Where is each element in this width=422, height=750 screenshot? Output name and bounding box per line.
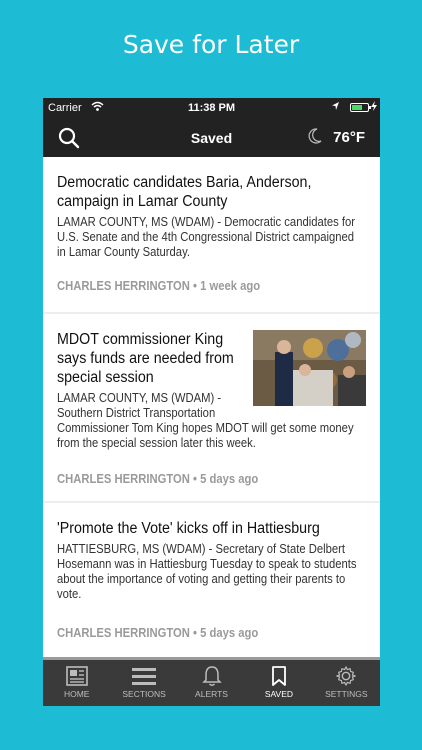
tab-saved[interactable]	[245, 660, 312, 706]
newspaper-icon	[65, 665, 89, 687]
moon-icon	[308, 128, 322, 147]
article-summary: LAMAR COUNTY, MS (WDAM) - Southern District Transportation	[57, 391, 222, 420]
article-byline: CHARLES HERRINGTON • 5 days ago	[57, 472, 259, 486]
article-card[interactable]	[43, 314, 380, 501]
status-bar	[43, 98, 380, 118]
tab-label: SETTINGS	[325, 689, 368, 699]
charging-bolt-icon	[371, 101, 377, 113]
tab-label: SECTIONS	[122, 689, 166, 699]
location-arrow-icon	[331, 101, 340, 114]
carrier-label: Carrier	[48, 102, 82, 114]
tab-label: HOME	[63, 689, 90, 699]
article-headline[interactable]: 'Promote the Vote' kicks off in Hattiesburg	[57, 520, 320, 537]
tab-label: SAVED	[264, 689, 294, 699]
tab-home[interactable]	[43, 660, 110, 706]
saved-articles-list	[43, 157, 380, 657]
tab-label: ALERTS	[195, 689, 228, 699]
article-card[interactable]	[43, 157, 380, 312]
bookmark-icon	[269, 665, 289, 687]
article-summary-continued: Commissioner Tom King hopes MDOT will get some money from the special session later this week.	[57, 421, 354, 450]
article-byline: CHARLES HERRINGTON • 1 week ago	[57, 279, 261, 293]
article-thumbnail[interactable]	[253, 330, 366, 406]
nav-bar	[43, 118, 380, 157]
menu-icon	[131, 665, 157, 687]
bell-icon	[201, 665, 223, 687]
article-headline[interactable]: Democratic candidates Baria, Anderson, campaign in Lamar County	[57, 174, 312, 210]
tab-bar	[43, 657, 380, 706]
status-time: 11:38 PM	[187, 102, 236, 114]
promo-title: Save for Later	[122, 30, 300, 59]
gear-icon	[334, 665, 358, 687]
tab-settings[interactable]	[313, 660, 380, 706]
tab-alerts[interactable]	[178, 660, 245, 706]
article-card[interactable]	[43, 503, 380, 657]
article-summary: LAMAR COUNTY, MS (WDAM) - Democratic candidates for U.S. Senate and the 4th Congressional District campaigned in Lamar County Saturday.	[57, 215, 355, 259]
article-byline: CHARLES HERRINGTON • 5 days ago	[57, 626, 259, 640]
page-title: Saved	[190, 130, 233, 146]
phone-screen	[43, 98, 380, 706]
tab-sections[interactable]	[110, 660, 177, 706]
weather-temperature[interactable]: 76°F	[333, 129, 365, 146]
article-summary: HATTIESBURG, MS (WDAM) - Secretary of State Delbert Hosemann was in Hattiesburg Tuesday to speak to students about the importance of voting and getting their parents to vote.	[57, 542, 357, 601]
battery-icon	[350, 103, 369, 112]
article-headline[interactable]: MDOT commissioner King says funds are needed from special session	[57, 331, 234, 386]
